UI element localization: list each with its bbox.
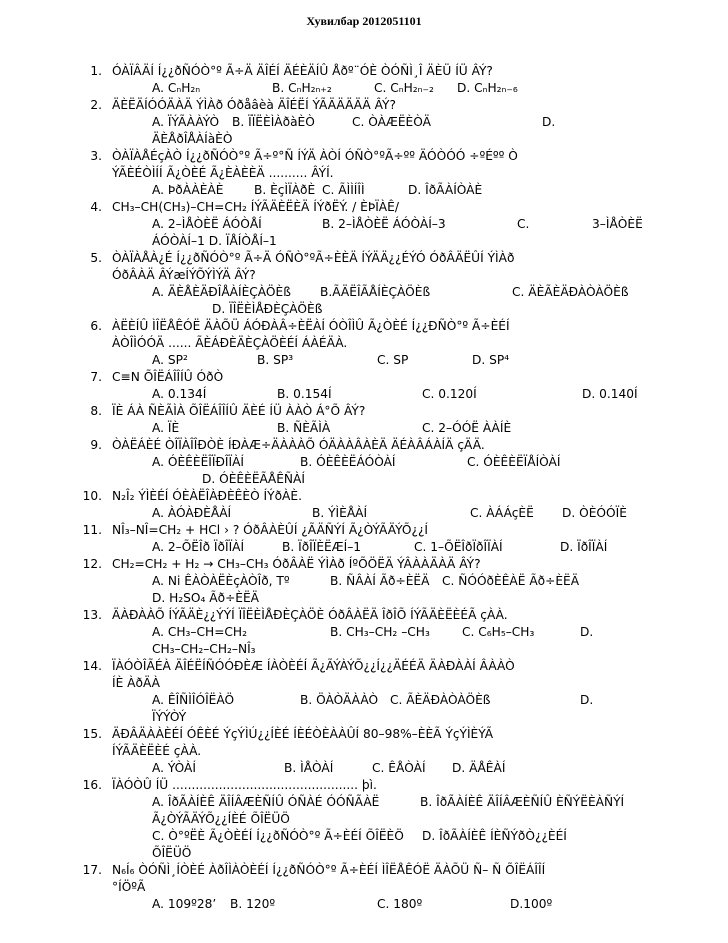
option-continuation-text: Ã¿ÒÝÃÄÝÕ¿¿ÍÈÉ ÕÎËÜÖ [152, 812, 290, 826]
option-continuation-text: CH₃–CH₂–CH₂–NÎ₃ [152, 642, 256, 656]
question-line [82, 658, 712, 675]
option: D. ÎðÃÀÍÒÀÈ [408, 183, 483, 197]
option: A. ÓÈÊÈËÎÏÐÎÏÀÍ [152, 455, 245, 469]
option-continuation [112, 811, 712, 828]
option-continuation-text: D. H₂SO₄ Ãð÷ÈËÄ [152, 591, 260, 605]
option: A. SP² [152, 353, 188, 367]
question-text: ÍÈ ÀðÄÀ [112, 676, 160, 690]
question-line [112, 267, 712, 284]
question [82, 862, 712, 913]
question-line [90, 437, 712, 454]
option: A. CₙH₂ₙ [152, 81, 201, 95]
option: A. ÀÓÀÐÈÅÀÍ [152, 506, 232, 520]
question-number: 6. [90, 319, 102, 333]
question [90, 318, 712, 369]
option: B. ÑÈÃÌÀ [277, 421, 331, 435]
option: A. 2–ÕËÎð ÏðÎÏÀÍ [152, 540, 245, 554]
option: B. ÈçÌÏÀðÈ [254, 183, 316, 197]
option: C. ÒÀÆËÈÒÄ [352, 115, 431, 129]
question-text: ÝÃÈÉÒÌÍÍ Ã¿ÒÈÉ Ã¿ÈÀÈÈÄ .......... ÂÝÍ. [112, 166, 334, 180]
question-line [82, 522, 712, 539]
option: A. ÏÈ [152, 421, 180, 435]
question-text: ÄÐÂÄÀÀÈÉÍ ÓÊÈÉ ÝçÝÌÚ¿¿ÍÈÉ ÍÈÉÒÈÀÀÛÍ 80–98%–ÈÈÃ ÝçÝÌÈÝÃ [112, 727, 494, 741]
option: A. ÎðÃÀÍÈÊ ÄÎÍÂÆÈÑÍÛ ÓÑÀÉ ÓÓÑÃÀË [152, 795, 380, 809]
question-line [112, 675, 712, 692]
options-row [112, 454, 712, 471]
question-line [90, 250, 712, 267]
option: D. 0.140Í [582, 387, 638, 401]
option: A. ÏÝÃÀÀÝÒ [152, 115, 220, 129]
option: A. ÞðÀÀÈÀÈ [152, 183, 224, 197]
question-text: °ÍÖºÃ [112, 880, 146, 894]
option: B. CH₃–CH₂ –CH₃ [330, 625, 430, 639]
options-row [112, 352, 712, 369]
question-text: ÀÒÎÌÓÓÄ ...... ÃÈÁÐÈÄÈÇÀÖÈÉÍ ÁÀÉÄÀ. [112, 336, 348, 350]
question-number: 10. [82, 489, 102, 503]
option: B. ÏðÎÏÈËÆÍ–1 [282, 540, 362, 554]
question [90, 437, 712, 488]
option: D. [580, 693, 594, 707]
option-continuation [112, 709, 712, 726]
question [82, 607, 712, 658]
option-continuation [112, 131, 712, 148]
question [90, 97, 712, 148]
question [82, 556, 712, 607]
option: C. ÃÈÄÐÀÒÀÖÈß [390, 693, 491, 707]
question [90, 403, 712, 437]
question-number: 15. [82, 727, 102, 741]
option: C. 2–ÓÓË ÀÀÍÈ [422, 421, 512, 435]
option-continuation-text: ÄÈÅðÎÅÀÍàÈÒ [152, 132, 233, 146]
question-text: ÍÝÃÄÈËÈÉ çÀÀ. [112, 744, 202, 758]
question-number: 9. [90, 438, 102, 452]
option: D. [580, 625, 594, 639]
option: C. ÑÓÓðÈÊÀË Ãð÷ÈËÄ [442, 574, 580, 588]
options-row [112, 284, 712, 301]
question-line [112, 165, 712, 182]
question-line [90, 199, 712, 216]
option: B. ÌÅÒÀÍ [284, 761, 334, 775]
option: C. 180º [377, 897, 423, 911]
question [82, 488, 712, 522]
options-row [112, 182, 712, 199]
option: B.ÃÄËÎÃÅÍÈÇÀÖÈß [320, 285, 431, 299]
options-row [112, 386, 712, 403]
option: 3–ÌÅÒÈË [592, 217, 643, 231]
question-number: 4. [90, 200, 102, 214]
question-number: 13. [82, 608, 102, 622]
question-text: N₂Î₂ ÝÌÈÉÍ ÓÈÀËÎÀÐÈÊÈÒ ÍÝðÀÈ. [112, 489, 302, 503]
question-text: ÓÀÏÂÄÍ Í¿¿ðÑÓÒ°º Ã÷Ä ÄÎÉÍ ÄÉÈÄÍÛ Åðº¨ÓÈ ÒÓÑÌ¸Î ÄÈÜ ÍÜ ÂÝ? [112, 64, 493, 78]
options-row [112, 896, 712, 913]
option: B. SP³ [257, 353, 294, 367]
question-line [90, 318, 712, 335]
options-row [112, 828, 712, 845]
question [82, 658, 712, 726]
header-variant: Хувилбар 2012051101 [306, 14, 422, 28]
option: D. CₙH₂ₙ₋₆ [457, 81, 518, 95]
option-continuation [112, 471, 712, 488]
option: C. ÀÁÁçÈË [470, 506, 534, 520]
option: A. Ni ÊÀÒÀËÈçÀÒÎð, Tº [152, 574, 290, 588]
question-line [82, 726, 712, 743]
question [90, 148, 712, 199]
option: C. ÄÈÃÈÄÐÀÒÀÖÈß [512, 285, 629, 299]
option-continuation [112, 590, 712, 607]
question-text: ÏÀÓÒÛ ÍÜ ................................................ þì. [112, 778, 377, 792]
option-continuation-text: ÏÝÝÒÝ [152, 710, 187, 724]
options-row [112, 80, 712, 97]
question-line [90, 63, 712, 80]
option-continuation-text: D. ÏÎËÈÌÅÐÈÇÀÖÈß [212, 302, 323, 316]
question-number: 3. [90, 149, 102, 163]
option-continuation-text: D. ÓÈÊÈËÃÅÊÑÀÍ [202, 472, 305, 486]
question-number: 5. [90, 251, 102, 265]
options-row [112, 624, 712, 641]
option: C. ÓÈÊÈËÏÅÍÒÀÍ [467, 455, 561, 469]
question [82, 777, 712, 862]
option-continuation [112, 301, 712, 318]
question-line [112, 335, 712, 352]
option: A. 109º28’ [152, 897, 217, 911]
question-line [90, 403, 712, 420]
option: B. 2–ÌÅÒÈË ÁÓÒÀÍ–3 [322, 217, 446, 231]
option: B. CₙH₂ₙ₊₂ [272, 81, 332, 95]
options-row [112, 114, 712, 131]
options-row [112, 573, 712, 590]
question-line [82, 607, 712, 624]
option: B. ÑÂÀÍ Ãð÷ÈËÄ [330, 574, 430, 588]
question-line [112, 879, 712, 896]
question-line [82, 777, 712, 794]
option-continuation [112, 845, 712, 862]
option: D. SP⁴ [472, 353, 510, 367]
option: B. ÓÈÊÈËÁÓÒÀÍ [300, 455, 396, 469]
option: A. ÝÒÀÍ [152, 761, 196, 775]
option: C. ÊÅÒÀÍ [372, 761, 426, 775]
option: C. CₙH₂ₙ₋₂ [374, 81, 434, 95]
option: C. 1–ÕËÎðÏðÎÏÀÍ [414, 540, 503, 554]
option-continuation-text: ÁÓÒÀÍ–1 D. ÏÅÍÒÅÍ–1 [152, 234, 277, 248]
option: A. 2–ÌÅÒÈË ÁÓÒÅÍ [152, 217, 262, 231]
option: D. ÏðÎÏÀÍ [560, 540, 608, 554]
option: C. SP [377, 353, 409, 367]
options-row [112, 216, 712, 233]
option: A. ÄÈÅÈÄÐÎÅÀÍÈÇÀÖÈß [152, 285, 291, 299]
question-number: 11. [82, 523, 102, 537]
option: B. ÖÀÒÄÀÀÒ [300, 693, 379, 707]
options-row [112, 692, 712, 709]
option: C. ÃÌÌÍÎÌ [322, 183, 365, 197]
question-line [90, 369, 712, 386]
option: A. ÊÎÑÌÎÓÎËÀÖ [152, 693, 235, 707]
option: A. 0.134Í [152, 387, 207, 401]
options-row [112, 505, 712, 522]
option: B. ÝÌÈÅÀÍ [312, 506, 368, 520]
option-continuation [112, 641, 712, 658]
question [82, 726, 712, 777]
option: C. C₆H₅–CH₃ [462, 625, 535, 639]
option: D. ÄÅÊÀÍ [452, 761, 506, 775]
option: C. [517, 217, 530, 231]
question-list [82, 63, 712, 913]
option: D.100º [510, 897, 553, 911]
option: A. CH₃–CH=CH₂ [152, 625, 247, 639]
question-text: NÎ₃–NÎ=CH₂ + HCl › ? ÓðÂÀÈÛÍ ¿ÃÄÑÝÍ Ã¿ÒÝÃÄÝÕ¿¿Í [112, 523, 429, 537]
question-number: 2. [90, 98, 102, 112]
option: B. ÏÏËÈÌÀðàÈÒ [232, 115, 315, 129]
question-line [82, 556, 712, 573]
question-text: ÓðÂÀÄ ÂÝæÍÝÕÝÌÝÄ ÂÝ? [112, 268, 256, 282]
options-row [112, 760, 712, 777]
options-row [112, 539, 712, 556]
question-number: 16. [82, 778, 102, 792]
question-line [90, 148, 712, 165]
option: D. ÎðÃÀÍÈÊ ÍÈÑÝðÒ¿¿ÈÉÍ [422, 829, 567, 843]
question-text: CH₂=CH₂ + H₂ → CH₃–CH₃ ÓðÂÀË ÝÌÀð ÍºÕÖËÄ ÝÂÀÀÄÀÄ ÂÝ? [112, 557, 481, 571]
question-text: ÀËÈÍÛ ÌÎËÅÊÓË ÄÀÕÜ ÁÓÐÀÂ÷ÈËÀÍ ÓÒÎÌÛ Ã¿ÒÈÉ Í¿¿ÐÑÒ°º Ã÷ÈÉÍ [112, 319, 510, 333]
question-text: ÄÈËÄÍÓÓÄÀÄ ÝÌÀð Óðåâèà ÄÎÉËÍ ÝÃÄÄÄÄÄ ÂÝ? [112, 98, 396, 112]
question [90, 369, 712, 403]
option: B. 0.154Í [277, 387, 332, 401]
option-continuation-text: ÕÎËÜÖ [152, 846, 192, 860]
options-row [112, 794, 712, 811]
question-line [90, 97, 712, 114]
question [90, 63, 712, 97]
options-row [112, 420, 712, 437]
question-text: ÄÀÐÀÀÕ ÍÝÃÄÈ¿¿ÝÝÍ ÏÎËÈÌÅÐÈÇÀÖÈ ÓðÂÀËÄ ÎðÎÕ ÍÝÃÄÈËÈÉÃ çÀÀ. [112, 608, 508, 622]
question-text: ÒÀÏÀÅÀ¿É Í¿¿ðÑÓÒ°º Ã÷Ä ÓÑÒ°ºÃ÷ÈÈÄ ÍÝÄÄ¿¿ÉÝÓ ÓðÂÄËÛÍ ÝÌÀð [112, 251, 515, 265]
question-text: C≡N ÕÎËÁÎÎÍÛ ÓðÒ [112, 370, 224, 384]
question [90, 199, 712, 250]
option-continuation [112, 233, 712, 250]
question-text: ÒÀËÁÈÉ ÒÎÏÀÎÎÐÒÈ ÍÐÀÆ÷ÄÀÀÀÕ ÓÄÀÀÂÀÈÄ ÄÉÀÂÁÀÍÄ çÄÄ. [112, 438, 485, 452]
question-line [112, 743, 712, 760]
question [90, 250, 712, 318]
question-number: 14. [82, 659, 102, 673]
option: C. 0.120Í [422, 387, 477, 401]
question [82, 522, 712, 556]
question-text: N₆Í₆ ÒÓÑÌ¸ÍÒÈÉ ÀðÎÌÀÒÈÉÍ Í¿¿ðÑÓÒ°º Ã÷ÈÉÍ ÌÎËÅÊÓË ÄÀÕÜ Ñ– Ñ ÕÎËÁÎÎÍ [112, 863, 546, 877]
question-text: ÏÀÓÒÎÃÉÀ ÄÎÉËÍÑÓÓÐÈÆ ÍÀÒÈÉÍ Ã¿ÃÝÀÝÕ¿¿Í¿¿ÄÉÉÄ ÄÀÐÀÀÍ ÂÀÀÒ [112, 659, 515, 673]
question-text: CH₃–CH(CH₃)–CH=CH₂ ÍÝÃÄÈËÈÄ ÍÝðËÝ. / ÈÞÏÀÊ/ [112, 200, 399, 214]
question-text: ÏÈ ÁÀ ÑÈÃÌÀ ÕÎËÁÎÎÍÛ ÄÈÉ ÍÜ ÀÀÒ Á°Õ ÂÝ? [112, 404, 366, 418]
option: B. ÎðÃÀÍÈÊ ÄÎÍÂÆÈÑÍÛ ÈÑÝËÈÀÑÝÍ [420, 795, 625, 809]
question-number: 8. [90, 404, 102, 418]
option: D. [542, 115, 556, 129]
option: D. ÒÈÓÓÏÈ [562, 506, 627, 520]
option: C. Ò°ºËÈ Ã¿ÒÈÉÍ Í¿¿ðÑÓÒ°º Ã÷ÈÉÍ ÕÎËÈÖ [152, 829, 404, 843]
question-number: 7. [90, 370, 102, 384]
option: B. 120º [230, 897, 276, 911]
question-text: ÒÀÏÀÅÉçÀÒ Í¿¿ðÑÓÒ°º Ã÷º°Ñ ÍÝÄ ÀÒÍ ÓÑÒ°ºÃ÷ºº ÄÓÒÓÓ ÷ºÉºº Ò [112, 149, 518, 163]
question-number: 1. [90, 64, 102, 78]
question-line [82, 862, 712, 879]
question-number: 17. [82, 863, 102, 877]
question-line [82, 488, 712, 505]
question-number: 12. [82, 557, 102, 571]
